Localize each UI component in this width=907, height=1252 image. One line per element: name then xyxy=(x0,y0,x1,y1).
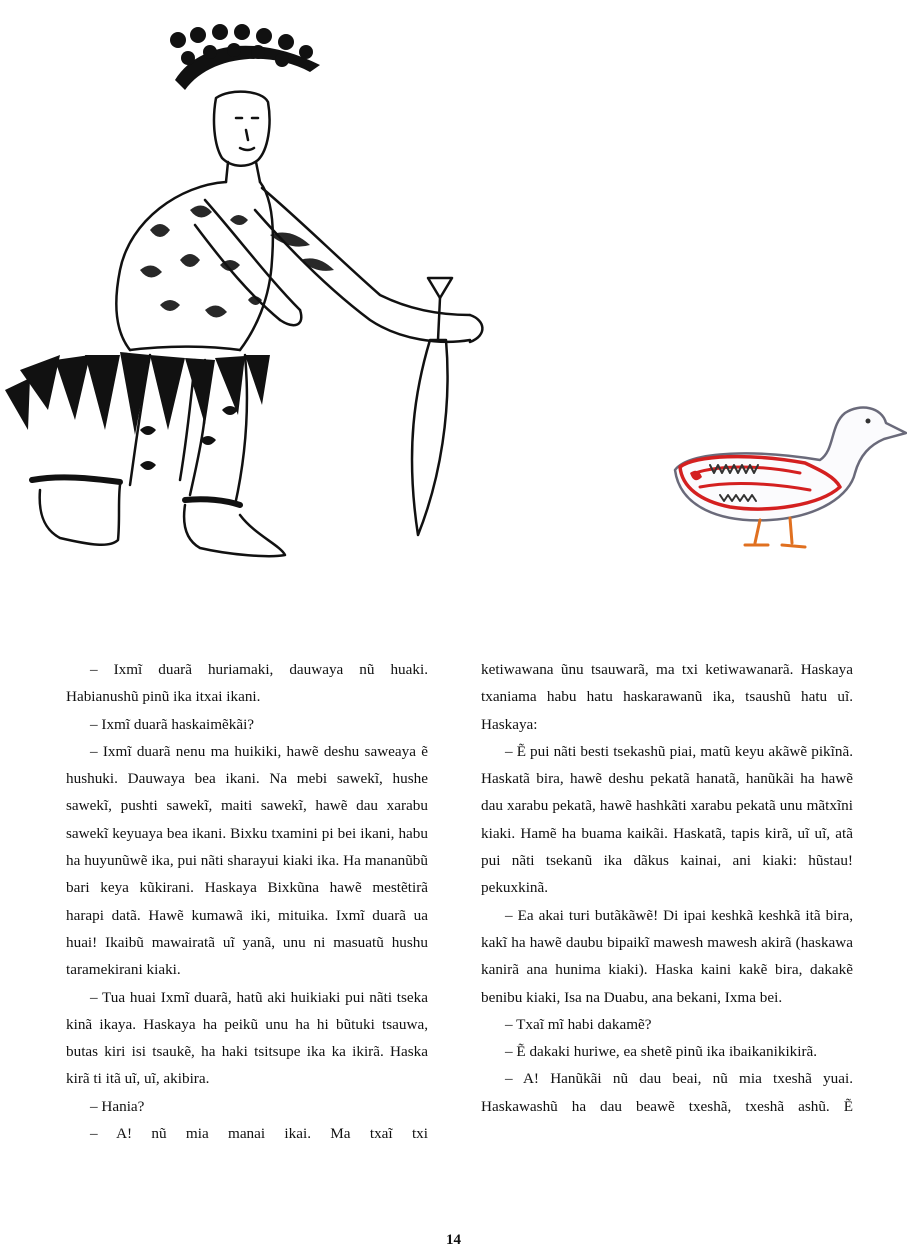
paragraph: – A! nũ mia manai ikai. Ma txaĩ txi xyxy=(90,1125,428,1143)
paragraph: – Tua huai Ixmĩ duarã, hatũ aki huikiaki pui nãti tseka kinã ikaya. Haskaya ha peikũ unu ha hi bũtuki tsauwa, butas kiri isi tsaukẽ, ha haki tsitsupe ika ka ikirã. Haska kirã ti itã uĩ, uĩ, akibira. xyxy=(66,988,428,1088)
page-number: 14 xyxy=(446,1232,461,1248)
paragraph: – Ixmĩ duarã huriamaki, dauwaya nũ huaki. Habianushũ pinũ ika itxai ikani. xyxy=(66,661,428,706)
paragraph: – Ea akai turi butãkãwẽ! Di ipai keshkã keshkã itã bira, kakĩ ha hawẽ daubu bipaikĩ mawesh mawesh akirã (haskawa kanirã ana hunima kiaki). Haska kaini kakẽ bira, dakakẽ benibu kiaki, Isa na Duabu, ana bekani, Ixma bei. xyxy=(481,906,853,1006)
paragraph: – Hania? xyxy=(90,1097,145,1115)
paragraph: – Ixmĩ duarã nenu ma huikiki, hawẽ deshu saweaya ẽ hushuki. Dauwaya bea ikani. Na mebi sawekĩ, hushe sawekĩ, pushti sawekĩ, maiti sawekĩ, hawẽ dau xarabu sawekĩ keyuaya bea ikani. Bixku txamini pi bei ikani, habu ha huyunũwẽ ika, pui nãti sharayui kiaki ika. Ha mananũbũ bari keya kũkirani. Haskaya Bixkũna hawẽ mestẽtirã harapi datã. Hawẽ kumawã iki, mituika. Ixmĩ duarã ua huai! Ikaibũ mawairatã uĩ yanã, unu ni masuatũ hushu taramekirani kiaki. xyxy=(66,742,428,979)
paragraph: – A! Hanũkãi nũ dau beai, nũ mia txeshã yuai. Haskawashũ ha dau beawẽ txeshã, txeshã ashũ. Ẽ xyxy=(481,1070,853,1115)
right-text-column xyxy=(481,656,853,1120)
paragraph: – Ixmĩ duarã haskaimẽkãi? xyxy=(90,715,255,733)
duck-illustration xyxy=(650,395,907,560)
paragraph: ketiwawana ũnu tsauwarã, ma txi ketiwawanarã. Haskaya txaniama habu hatu haskarawanũ ika, tsaushũ hatu uĩ. Haskaya: xyxy=(481,661,853,733)
left-text-column xyxy=(66,656,428,1147)
paragraph: – Txaĩ mĩ habi dakamẽ? xyxy=(505,1015,652,1033)
paragraph: – Ẽ dakaki huriwe, ea shetẽ pinũ ika ibaikanikikirã. xyxy=(505,1043,818,1061)
paragraph: – Ẽ pui nãti besti tsekashũ piai, matũ keyu akãwẽ pikĩnã. Haskatã bira, hawẽ deshu pekatã hanatã, hanũkãi ha hawẽ dau xarabu pekatã, hawẽ hashkãti xarabu pekatã unu mãtxĩni kiaki. Hamẽ ha buama kaikãi. Haskatã, tapis kirã, uĩ uĩ, atã pui nãti tsekanũ ika dãkus kainai, ani kiaki: hũstau! pekuxkinã. xyxy=(481,742,853,897)
warrior-illustration xyxy=(0,10,500,570)
